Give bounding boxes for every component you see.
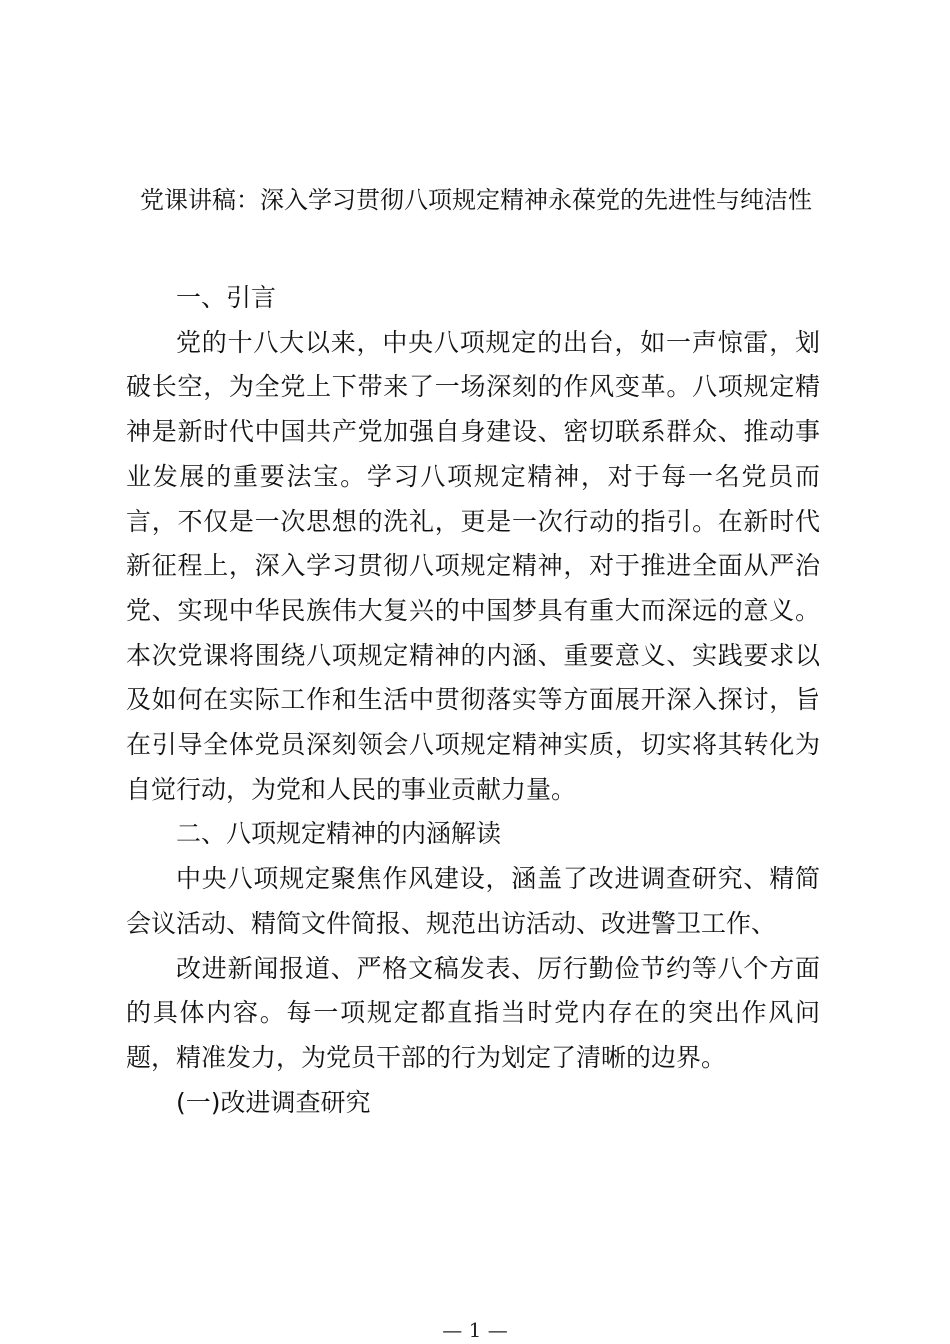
subsection-heading-research: (一)改进调查研究	[176, 1087, 371, 1117]
paragraph-connotation-part1: 中央八项规定聚焦作风建设，涵盖了改进调查研究、精简会议活动、精简文件简报、规范出访活动、改进警卫工作、	[126, 864, 820, 938]
section-heading-connotation: 二、八项规定精神的内涵解读	[176, 819, 502, 849]
document-title: 党课讲稿：深入学习贯彻八项规定精神永葆党的先进性与纯洁性	[140, 186, 812, 214]
paragraph-introduction: 党的十八大以来，中央八项规定的出台，如一声惊雷，划破长空，为全党上下带来了一场深刻的作风变革。八项规定精神是新时代中国共产党加强自身建设、密切联系群众、推动事业发展的重要法宝。学习八项规定精神，对于每一名党员而言，不仅是一次思想的洗礼，更是一次行动的指引。在新时代新征程上，深入学习贯彻八项规定精神，对于推进全面从严治党、实现中华民族伟大复兴的中国梦具有重大而深远的意义。本次党课将围绕八项规定精神的内涵、重要意义、实践要求以及如何在实际工作和生活中贯彻落实等方面展开深入探讨，旨在引导全体党员深刻领会八项规定精神实质，切实将其转化为自觉行动，为党和人民的事业贡献力量。	[126, 327, 820, 804]
document-body	[126, 276, 820, 1125]
section-heading-introduction: 一、引言	[176, 283, 277, 312]
page-number: — 1 —	[442, 1318, 508, 1342]
paragraph-connotation-part2: 改进新闻报道、严格文稿发表、厉行勤俭节约等八个方面的具体内容。每一项规定都直指当时党内存在的突出作风问题，精准发力，为党员干部的行为划定了清晰的边界。	[126, 953, 820, 1072]
